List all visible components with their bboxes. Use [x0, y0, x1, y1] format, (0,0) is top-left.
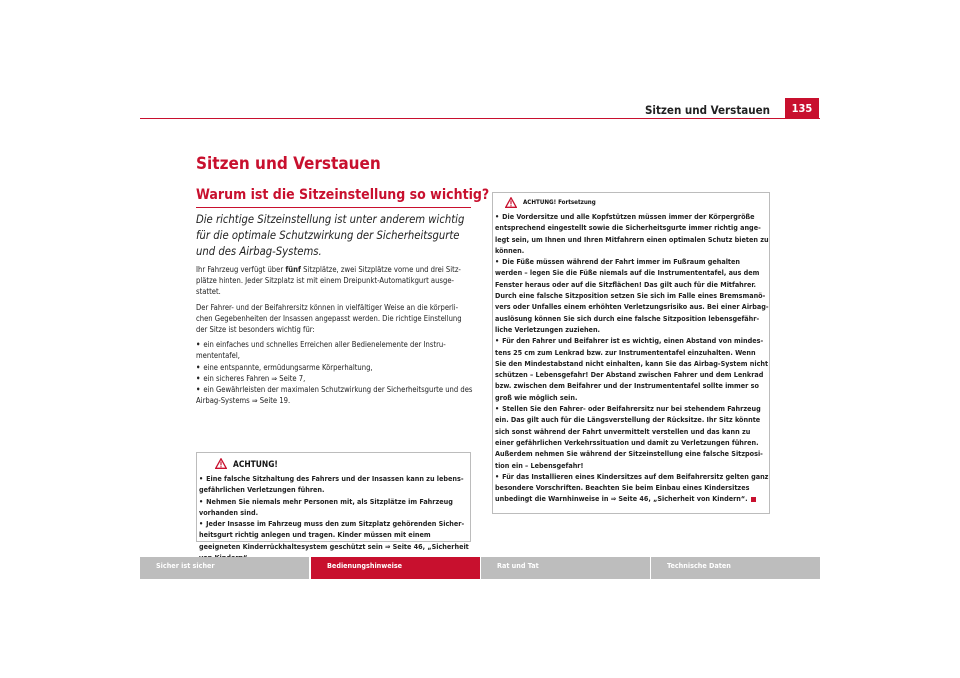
warning-triangle-icon [505, 197, 517, 208]
list-item: • ein sicheres Fahren ⇒ Seite 7, [196, 373, 306, 383]
list-item: • Die Vordersitze und alle Kopfstützen müssen immer der Körpergröße entsprechend eingestellt sowie die Sicherheitsgurte immer richtig ange-legt sein, um Ihnen und Ihren Mitfahrern einen optimalen Schutz bieten zu können. [495, 212, 769, 255]
bullet-icon: • [199, 474, 204, 483]
bullet-icon: • [495, 336, 500, 346]
header-divider [140, 118, 820, 119]
bullet-icon: • [196, 385, 201, 395]
warning-text [199, 473, 469, 563]
paragraph-adjustment: Der Fahrer- und der Beifahrersitz können in vielfältiger Weise an die körperli-chen Gegebenheiten der Insassen angepasst werden. Die richtige Einstellung der Sitze ist besonders wichtig für: [196, 302, 462, 335]
bullet-icon: • [495, 257, 500, 267]
bullet-icon: • [196, 373, 201, 383]
list-item: • ein einfaches und schnelles Erreichen aller Bedienelemente der Instru-mententafel, [196, 340, 446, 361]
bullet-icon: • [495, 404, 500, 414]
running-header-title: Sitzen und Verstauen [644, 103, 770, 117]
warning-triangle-icon [215, 458, 227, 469]
footer-tab-technische-daten[interactable]: Technische Daten [651, 557, 820, 579]
list-item: • Jeder Insasse im Fahrzeug muss den zum Sitzplatz gehörenden Sicher-heitsgurt richtig anlegen und tragen. Kinder müssen mit einem geeigneten Kinderrückhaltesystem geschützt sein ⇒ Seite 46, „Sicherheit [199, 519, 469, 551]
list-item: • Eine falsche Sitzhaltung des Fahrers und der Insassen kann zu lebens-gefährlichen Verletzungen führen. [199, 474, 464, 495]
list-item: • eine entspannte, ermüdungsarme Körperhaltung, [196, 362, 373, 372]
page-number-badge: 135 [785, 98, 819, 118]
paragraph-seats: Ihr Fahrzeug verfügt über fünf Sitzplätze, zwei Sitzplätze vorne und drei Sitz-plätze hinten. Jeder Sitzplatz ist mit einem Dreipunkt-Automatikgurt ausge-stattet. [196, 265, 461, 297]
bullet-icon: • [196, 340, 201, 350]
warning-heading: ACHTUNG! [215, 458, 278, 469]
end-of-section-icon [751, 497, 756, 502]
list-item: • Stellen Sie den Fahrer- oder Beifahrersitz nur bei stehendem Fahrzeug ein. Das gilt auch für die Längsverstellung der Rücksitze. Ihr Sitz könnte sich sonst während der Fahrt unvermittelt verstellen und das kann zu einer gefährlichen Verkehrssituation und damit zu Verletzungen führen. Außerdem nehmen Sie während der Sitzeinstellung eine falsche Sitzposi-tion ein – Lebensgefahr! [495, 404, 763, 470]
footer-tab-bedienungshinweise[interactable]: Bedienungshinweise [311, 557, 480, 579]
list-item: • ein Gewährleisten der maximalen Schutzwirkung der Sicherheitsgurte und des Airbag-Systems ⇒ Seite 19. [196, 385, 473, 406]
bullet-icon: • [495, 212, 500, 221]
warning-continued-heading: ACHTUNG! Fortsetzung [505, 197, 596, 208]
list-item: • Für das Installieren eines Kindersitzes auf dem Beifahrersitz gelten ganz besondere Vorschriften. Beachten Sie beim Einbau eines Kindersitzes unbedingt die Warnhinweise in ⇒ Seite 46, „Sicherheit von Kindern“. [495, 471, 769, 504]
section-divider [196, 207, 471, 208]
section-title: Warum ist die Sitzeinstellung so wichtig? [196, 187, 490, 203]
warning-continued-text [495, 211, 769, 505]
bullet-icon: • [199, 519, 204, 529]
bullet-icon: • [196, 362, 201, 372]
footer-tab-sicher-ist-sicher[interactable]: Sicher ist sicher [140, 557, 309, 579]
bullet-icon: • [199, 496, 204, 506]
footer-tab-rat-und-tat[interactable]: Rat und Tat [481, 557, 650, 579]
chapter-title: Sitzen und Verstauen [196, 154, 381, 174]
list-item: • Die Füße müssen während der Fahrt immer im Fußraum gehalten werden – legen Sie die Füße niemals auf die Instrumententafel, aus dem Fenster heraus oder auf die Sitzflächen! Das gilt auch für die Mitfahrer. Durch eine falsche Sitzposition setzen Sie sich im Falle eines Bremsmanö-vers oder Unfalles einem erhöhten Verletzungsrisiko aus. Bei einer Airbag-auslösung können Sie sich durch eine falsche Sitzposition lebensgefähr-liche Verletzungen zuziehen. [495, 257, 769, 334]
body-text [196, 264, 473, 406]
bullet-icon: • [495, 471, 500, 481]
warning-continued-box [492, 192, 770, 514]
list-item: • Für den Fahrer und Beifahrer ist es wichtig, einen Abstand von mindes-tens 25 cm zum Lenkrad bzw. zur Instrumententafel einzuhalten. Wenn Sie den Mindestabstand nicht einhalten, kann Sie das Airbag-System nicht schützen – Lebensgefahr! Der Abstand zwischen Fahrer und dem Lenkrad bzw. zwischen dem Beifahrer und der Instrumententafel sollte immer so groß wie möglich sein. [495, 336, 769, 402]
list-item: • Nehmen Sie niemals mehr Personen mit, als Sitzplätze im Fahrzeug vorhanden sind. [199, 496, 453, 517]
warning-box [196, 452, 471, 551]
intro-paragraph: Die richtige Sitzeinstellung ist unter anderem wichtig für die optimale Schutzwirkung der Sicherheitsgurte und des Airbag-Systems. [196, 213, 465, 258]
